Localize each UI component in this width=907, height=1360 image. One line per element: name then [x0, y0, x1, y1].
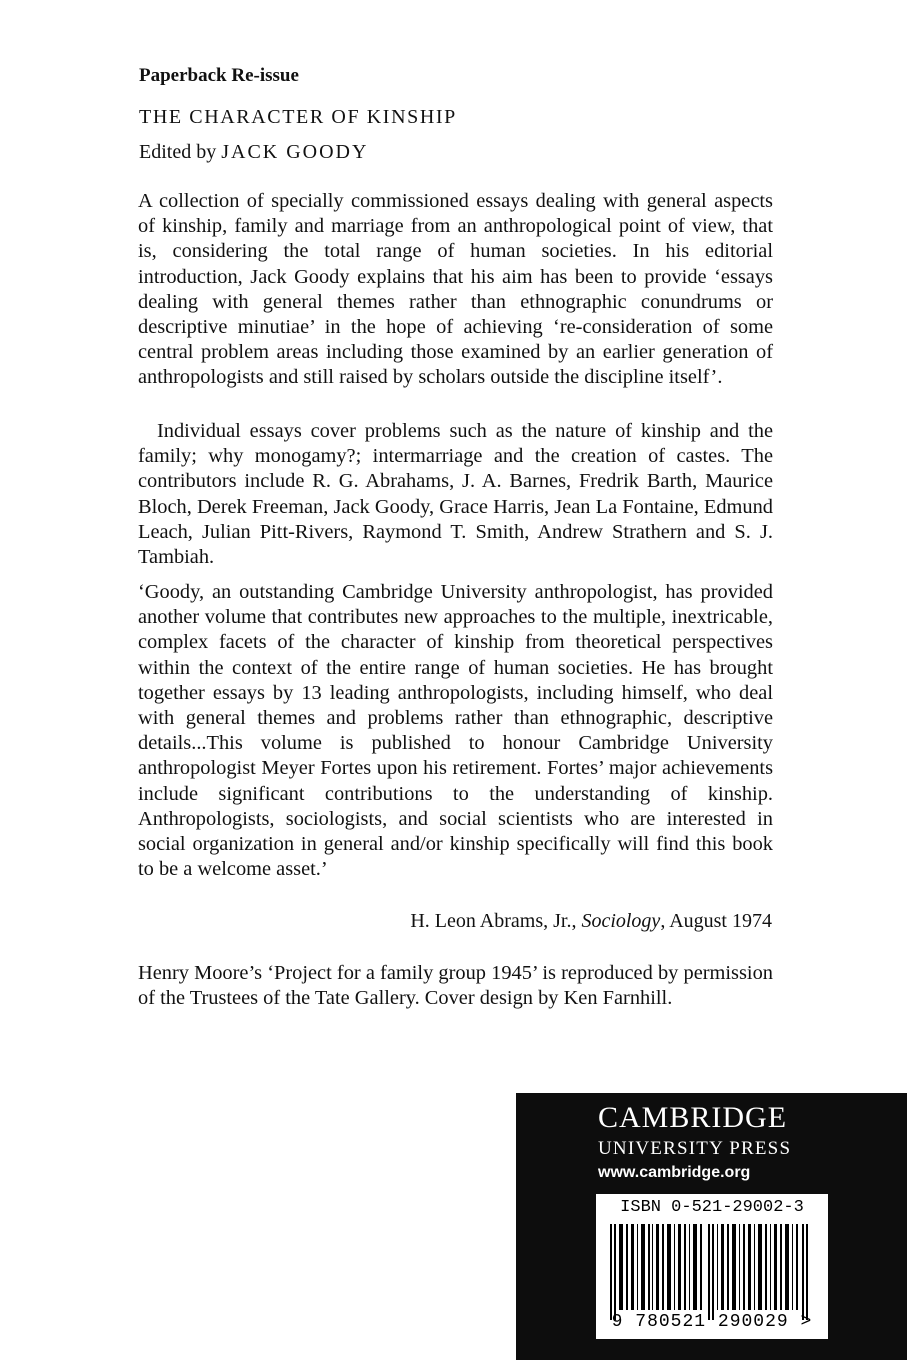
book-title: THE CHARACTER OF KINSHIP	[139, 106, 457, 128]
publisher-press: UNIVERSITY PRESS	[598, 1138, 792, 1159]
isbn-label: ISBN 0-521-29002-3	[620, 1198, 804, 1217]
barcode-bars-icon	[604, 1224, 820, 1320]
editor-name: JACK GOODY	[221, 141, 369, 163]
editor-line	[139, 141, 368, 164]
review-attribution	[410, 910, 772, 933]
reviewer-name: H. Leon Abrams, Jr.,	[410, 910, 582, 932]
barcode	[596, 1194, 828, 1339]
publisher-name: CAMBRIDGE	[598, 1101, 788, 1134]
cover-credits: Henry Moore’s ‘Project for a family group 1945’ is reproduced by permission of the Trustees of the Tate Gallery. Cover design by Ken Farnhill.	[138, 962, 773, 1010]
description-paragraph-2: Individual essays cover problems such as the nature of kinship and the family; why monogamy?; intermarriage and the creation of castes. The contributors include R. G. Abrahams, J. A. Barnes, Fredrik Barth, Maurice Bloch, Derek Freeman, Jack Goody, Grace Harris, Jean La Fontaine, Edmund Leach, Julian Pitt-Rivers, Raymond T. Smith, Andrew Strathern and S. J. Tambiah.	[138, 420, 773, 569]
editor-prefix: Edited by	[139, 141, 222, 163]
publisher-block	[516, 1093, 907, 1360]
series-label: Paperback Re-issue	[139, 65, 299, 86]
description-paragraph-1: A collection of specially commissioned essays dealing with general aspects of kinship, family and marriage from an anthropological point of view, that is, considering the total range of human societies. In his editorial introduction, Jack Goody explains that his aim has been to provide ‘essays dealing with general themes rather than ethnographic conundrums or descriptive minutiae’ in the hope of achieving ‘re-consideration of some central problem areas including those examined by an earlier generation of anthropologists and still raised by scholars outside the discipline itself’.	[138, 190, 773, 389]
publisher-url: www.cambridge.org	[598, 1164, 751, 1181]
review-quote: ‘Goody, an outstanding Cambridge University anthropologist, has provided another volume that contributes new approaches to the multiple, inextricable, complex facets of the character of kinship from theoretical perspectives within the context of the entire range of human societies. He has brought together essays by 13 leading anthropologists, including himself, who deal with general themes and problems rather than ethnographic, descriptive details...This volume is published to honour Cambridge University anthropologist Meyer Fortes upon his retirement. Fortes’ major achievements include significant contributions to the understanding of kinship. Anthropologists, sociologists, and social scientists who are interested in social organization in general and/or kinship specifically will find this book to be a welcome asset.’	[138, 581, 773, 881]
review-date: , August 1974	[660, 910, 772, 932]
review-publication: Sociology	[581, 910, 661, 932]
barcode-digits: 9 780521 290029 >	[611, 1312, 813, 1332]
